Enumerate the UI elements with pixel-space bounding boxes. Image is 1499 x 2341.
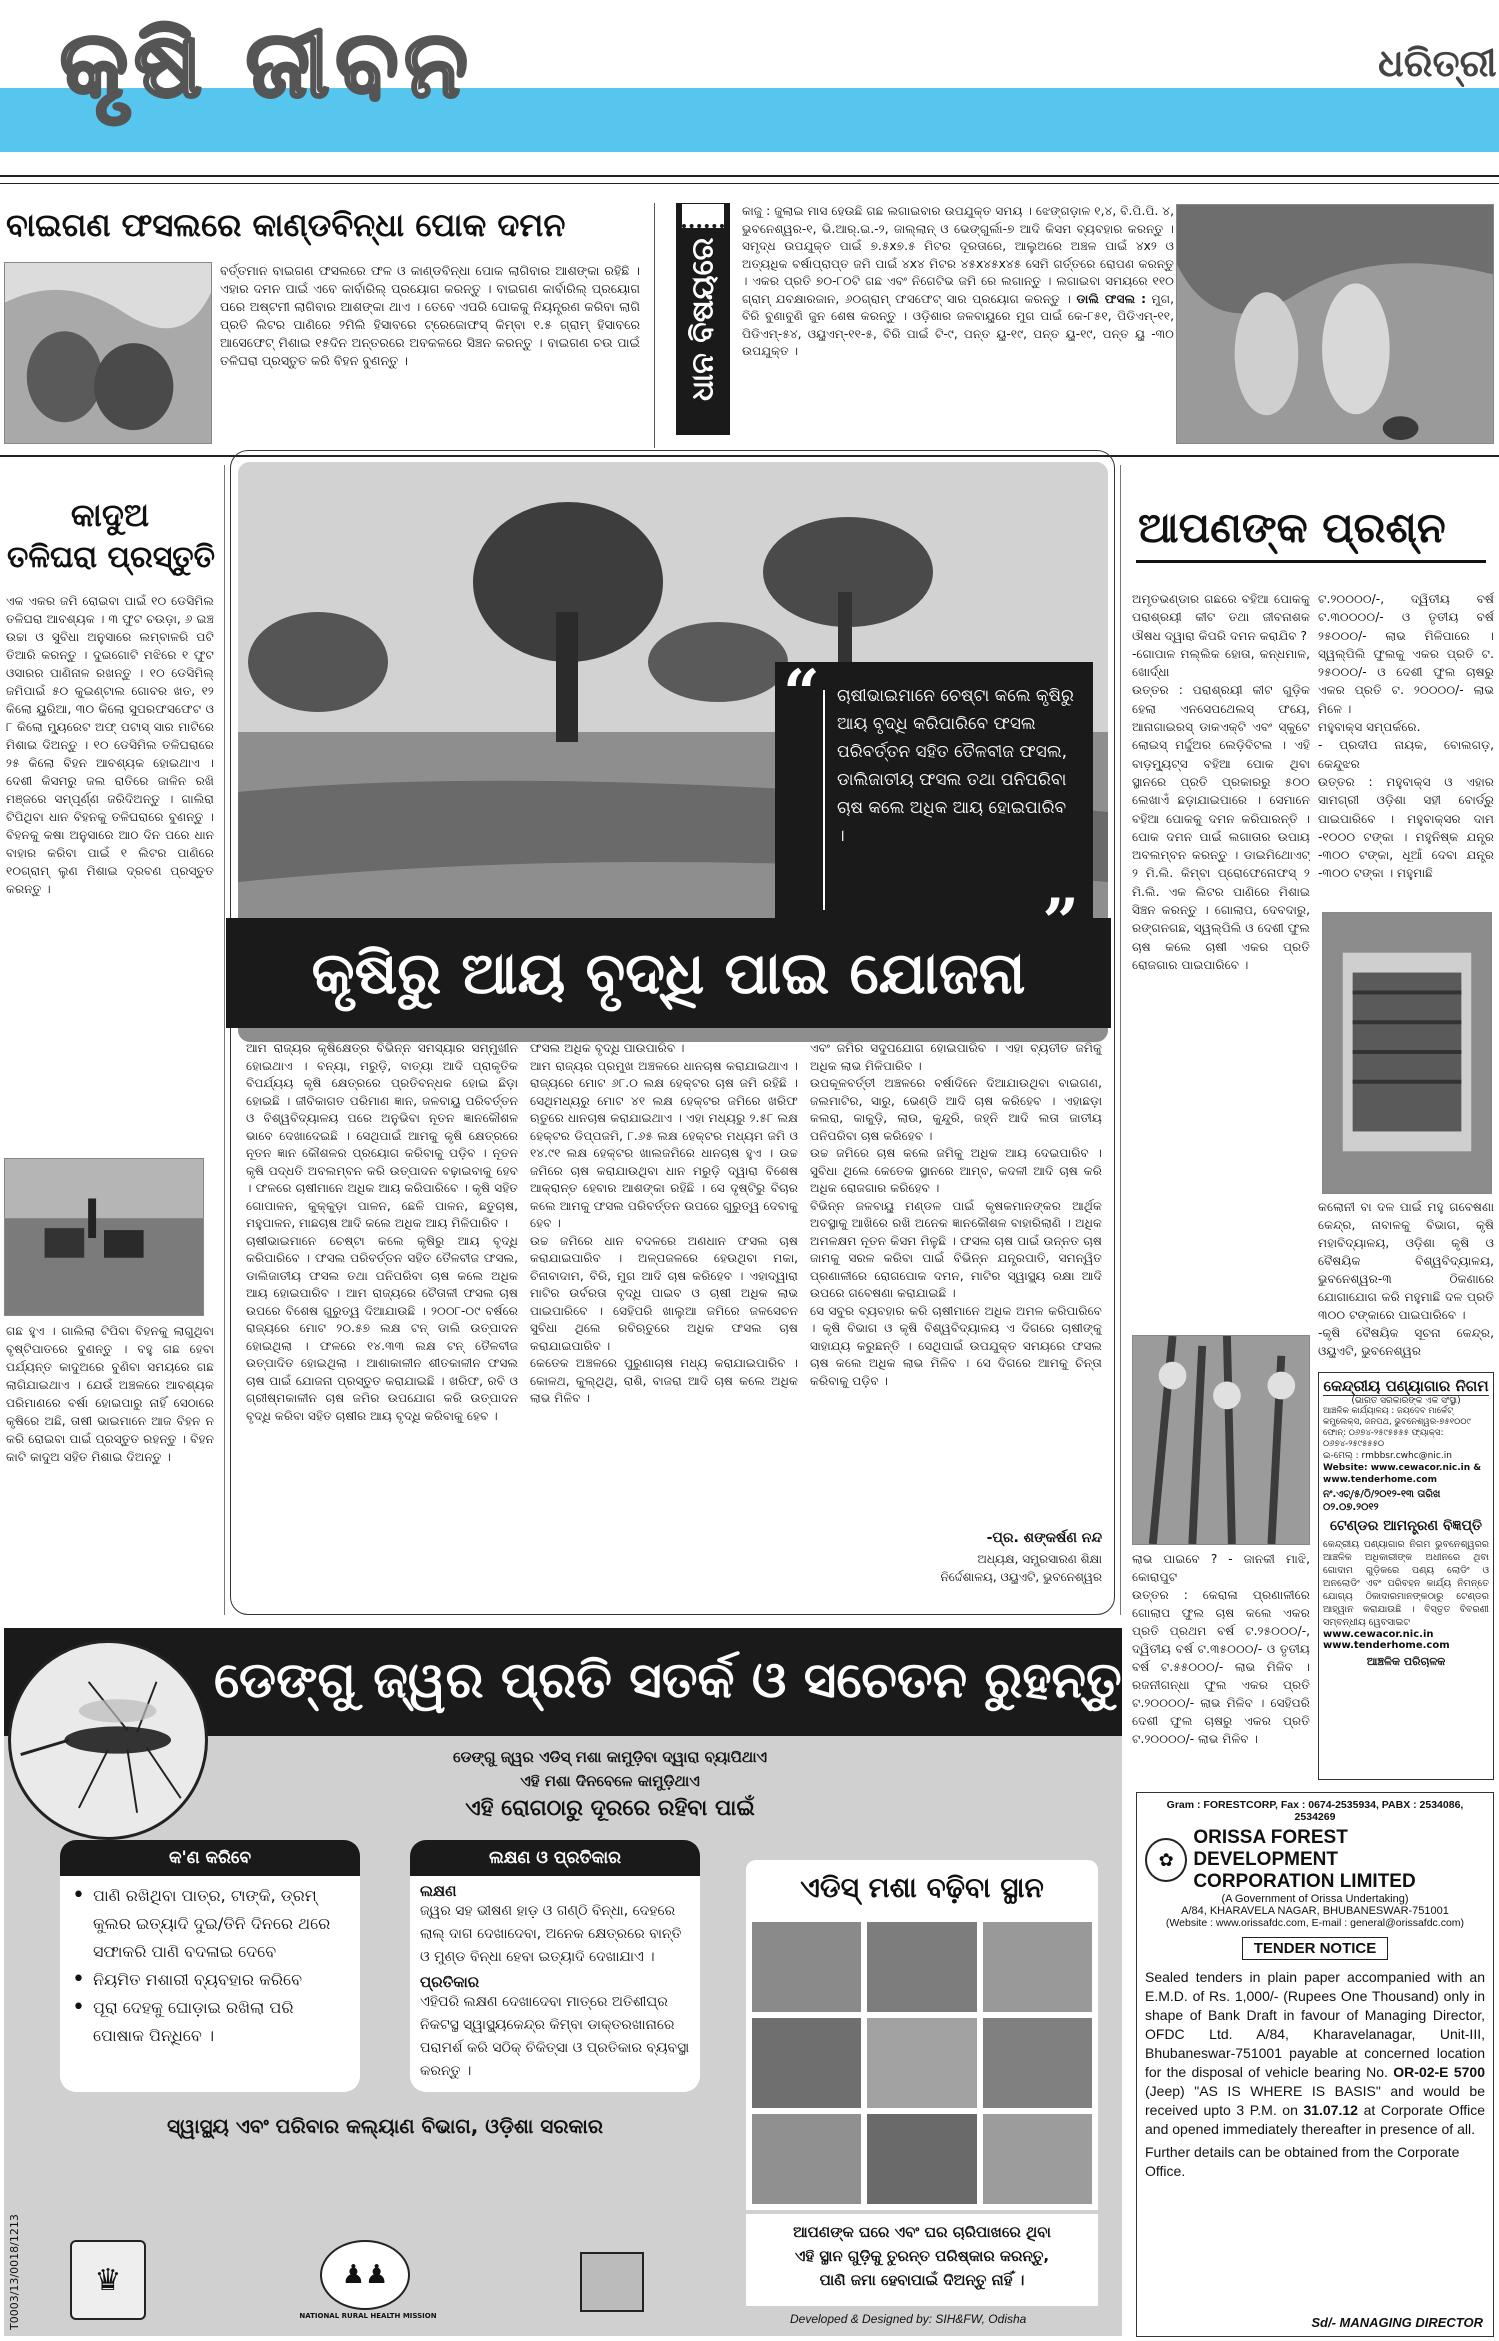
health-logo-icon [580, 2252, 644, 2312]
dengue-breed-title: ଏଡିସ୍ ମଶା ବଢ଼ିବା ସ୍ଥାନ [800, 1871, 1044, 1904]
ofdc-signature: Sd/- MANAGING DIRECTOR [1311, 2315, 1483, 2330]
ofdc-name-1: ORISSA FOREST DEVELOPMENT [1193, 1827, 1348, 1870]
qna-col-1: ଅମୃତଭଣ୍ଡାର ଗଛରେ ବହିଆ ପୋକକୁ ପରାଶ୍ରୟୀ କୀଟ ତଥା ଜୀବନାଶକ ଔଷଧ ଦ୍ୱାରା କିପରି ଦମନ କରାଯିବ ? -ଗୋପାଳ ମଲ୍ଲିକ ହୋତା, କନ୍ଧମାଳ, ଖୋର୍ଦ୍ଧା ଉତ୍ତର : ପରାଶ୍ରୟୀ କୀଟ ଗୁଡ଼ିକ ହେଲା ଏନସେପଥେଲସ୍ ଫୟେ, ଆନାଗାଇରସ୍ ଡାକଏକ୍ଟି ଏବଂ ସ୍କୁଟେ ଲୋଇସ୍ ମର୍ଦ୍ଦୁଅର ଲେଡ଼ିବିଟଲ । ଏହି ବାଡ଼ମ୍ୟୁଟ୍ସ ବହିଆ ପୋକ ଥିବା ସ୍ଥାନରେ ପ୍ରତି ପ୍ରକାରରୁ ୫୦୦ ଲେଖାଏଁ ଛଡ଼ାଯାଇପାରେ । ସେମାନେ ବହିଆ ପୋକକୁ ଦମନ କରିପାରନ୍ତି । ପୋକ ଦମନ ପାଇଁ ଲଗାତାର ଉପାୟ ଅବଲମ୍ବନ କରନ୍ତୁ । ଡାଇମିଥୋଏଟ୍ ୨ ମି.ଲି. କିମ୍ବା ପ୍ରୋଫେନୋଫସ୍ ୨ ମି.ଲି. ଏକ ଲିଟର ପାଣିରେ ମିଶାଇ ସିଞ୍ଚନ କରନ୍ତୁ । ଗୋଲାପ, ଦେବଦାରୁ, ରଙ୍ଗନଗଛ, ସ୍ୱଲ୍ପିଲି ଓ ଦେଶୀ ଫୁଲ ଚାଷ କଲେ ଚାଷୀ ଏକର ପ୍ରତି ରୋଜଗାର ପାଇପାରିବେ । [1132, 592, 1310, 972]
qna-col-2: ଟ.୨୦୦୦୦/-, ଦ୍ୱିତୀୟ ବର୍ଷ ଟ.୩୦୦୦୦/- ଓ ତୃତୀୟ ବର୍ଷ ୨୫୦୦୦/- ଲାଭ ମିଳିପାରେ । ସ୍ୱଲ୍ପିଲି ଫୁଲକୁ ଏକର ପ୍ରତି ଟ. ୨୫୦୦୦/- ଓ ଦେଶୀ ଫୁଲ ଚାଷରୁ ଏକର ପ୍ରତି ଟ. ୨୦୦୦୦/- ଲାଭ ମିଳେ । ମହୁବାକ୍ସ ସମ୍ପର୍କରେ. - ପ୍ରଦୀପ ନାୟକ, ବୋଲଗଡ଼, କେନ୍ଦୁଝର ଉତ୍ତର : ମହୁବାକ୍ସ ଓ ଏହାର ସାମଗ୍ରୀ ଓଡ଼ିଶା ସହୀ ବୋର୍ଡ୍ରୁ ପାଇପାରିବେ । ମହୁବାକ୍ସର ଦାମ -୧୦୦୦ ଟଙ୍କା । ମହୁନିଷ୍କ ଯନ୍ତ୍ର -୩୦୦ ଟଙ୍କା, ଧୂଆଁ ଦେବା ଯନ୍ତ୍ର -୩୦୦ ଟଙ୍କା । ମହୁମାଛି [1318, 592, 1494, 881]
cwc-web-link[interactable]: www.cewacor.nic.in [1323, 1629, 1434, 1640]
advice-text: କାଜୁ : ଜୁଲାଇ ମାସ ହେଉଛି ଗଛ ଲଗାଇବାର ଉପଯୁକ୍ତ ସମୟ । ଝେଙ୍ଗଡ଼ାଳ ୧,୪, ବି.ପି.ପି. ୪, ଭୁବନେଶ୍ୱର-୧, ଭି.ଆର୍.ଇ.-୨, ଜାଲ୍ଲାନ୍ ଓ ଭେଙ୍ଗୁର୍ଲା-୭ ଆଦି କିସମ ବ୍ୟବହାର କରନ୍ତୁ । ସମୃଦ୍ଧ ଉପଯୁକ୍ତ ପାଇଁ ୭.୫x୭.୫ ମିଟର ଦୂରତାରେ, ଆଲୁଅରେ ଅଞ୍ଚଳ ପାଇଁ ୪x୨ ଓ ଅତ୍ୟଧିକ ବର୍ଷାପ୍ରାପ୍ତ ଜମି ପାଇଁ ୪x୪ ମିଟର ୪୫x୪୫x୪୫ ସେମି ଗର୍ତ୍ତରେ ରୋପଣ କରନ୍ତୁ । ଏକର ପ୍ରତି ୭୦-୮୦ଟି ଗଛ ଏବଂ ନିଗେଟିଭ ଜମି ରେ ଲଗାନ୍ତୁ । ଲଗାଇବା ସମୟରେ ୧୧୦ ଗ୍ରାମ୍ ଯବକ୍ଷାରଜାନ, ୬୦ଗ୍ରାମ୍ ଫସଫେଟ୍ ସାର ପ୍ରୟୋଗ କରନ୍ତୁ । [742, 204, 1174, 306]
ofdc-name-2: CORPORATION LIMITED [1193, 1871, 1416, 1892]
dengue-line-3: ଏହି ରୋଗଠାରୁ ଦୂରରେ ରହିବା ପାଇଁ [465, 1796, 755, 1821]
dengue-credit: Developed & Designed by: SIH&FW, Odisha [790, 2312, 1027, 2326]
masthead-title: କୃଷି ଜୀବନ [60, 10, 474, 118]
odisha-emblem-icon: ♛ [70, 2240, 146, 2320]
author-title: ଅଧ୍ୟକ୍ଷ, ସମ୍ପ୍ରସାରଣ ଶିକ୍ଷା [977, 1552, 1102, 1566]
cwc-subtitle: (ଭାରତ ସରକାରଙ୍କ ଏକ ସଂସ୍ଥା) [1351, 1396, 1461, 1406]
dengue-breed-footer [746, 2214, 1098, 2306]
masthead-rule-thin [0, 183, 1499, 184]
nrhm-label: NATIONAL RURAL HEALTH MISSION [299, 2312, 437, 2320]
feature-headline-bar [226, 918, 1111, 1028]
brinjal-photo [4, 262, 212, 444]
dengue-breed-header [746, 1860, 1098, 1916]
qna-rule [1136, 560, 1486, 563]
breeding-photo [867, 1922, 976, 2012]
newspaper-brand: ଧରିତ୍ରୀ [1378, 40, 1497, 85]
cwc-website: Website: www.cewacor.nic.in & www.tenderhome.com [1323, 1463, 1482, 1485]
ofdc-logo-icon: ✿ [1145, 1838, 1187, 1882]
dengue-dept: ସ୍ୱାସ୍ଥ୍ୟ ଏବଂ ପରିବାର କଲ୍ୟାଣ ବିଭାଗ, ଓଡ଼ିଶା ସରକାର [166, 2114, 604, 2138]
cashew-photo [1176, 204, 1494, 444]
feature-headline: କୃଷିରୁ ଆୟ ବୃଦ୍ଧି ପାଇ ଯୋଜନା [311, 939, 1026, 1007]
breed-footer-1: ଆପଣଙ୍କ ଘରେ ଏବଂ ଘର ଚାରିପାଖରେ ଥିବା [793, 2223, 1051, 2241]
qna-col-2b: କଲୋନୀ ବା ଦଳ ପାଇଁ ମହୁ ଗବେଷଣା କେନ୍ଦ୍ର, ନାବାଳକୁ ବିଭାଗ, କୃଷି ମହାବିଦ୍ୟାଳୟ, ଓଡ଼ିଶା କୃଷି ଓ ବୈଷୟିକ ବିଶ୍ୱବିଦ୍ୟାଳୟ, ଭୁବନେଶ୍ୱର-୩ ଠିକଣାରେ ଯୋଗାଯୋଗ କରି ମହୁମାଛି ଦଳ ପ୍ରତି ୩୦୦ ଟଙ୍କାରେ ପାଇପାରିବେ । -କୃଷି ବୈଷୟିକ ସୂଚନା କେନ୍ଦ୍ର, ଓୟୁଏଟି, ଭୁବନେଶ୍ୱର [1318, 1200, 1494, 1358]
feature-col-1: ଆମ ରାଜ୍ୟର କୃଷିକ୍ଷେତ୍ର ବିଭିନ୍ନ ସମସ୍ୟାର ସମ୍ମୁଖୀନ ହୋଇଥାଏ । ବନ୍ୟା, ମରୁଡ଼ି, ବାତ୍ୟା ଆଦି ପ୍ରାକୃତିକ ବିପର୍ଯ୍ୟୟ କୃଷି କ୍ଷେତ୍ରରେ ପ୍ରତିବନ୍ଧକ ହୋଇ ଛିଡ଼ା ହୋଇଛି । ଜୀବିକାଗତ ପରିମାଣ ଜ୍ଞାନ, ଜଳବାୟୁ ପରିବର୍ତ୍ତନ ଓ ବିଶ୍ୱବିଦ୍ୟାଳୟ ପରେ ଅନୁଭିବା ନୂତନ ଜ୍ଞାନକୌଶଳ ଭାବେ ଦେଖାଦେଇଛି । ସେଥିପାଇଁ ଆମକୁ କୃଷି କ୍ଷେତ୍ରରେ ନୂତନ ଜ୍ଞାନ କୌଶଳର ପ୍ରୟୋଗ କରିବାକୁ ପଡ଼ିବ । ନୂତନ କୃଷି ପଦ୍ଧତି ଅବଲମ୍ବନ କରି ଉତ୍ପାଦନ ବଢ଼ାଇବାକୁ ହେବ । ଫଳରେ ଚାଷୀମାନେ ଅଧିକ ଆୟ କରିପାରିବେ । କୃଷି ସହିତ ଗୋପାଳନ, କୁକ୍କୁଡ଼ା ପାଳନ, ଛେଳି ପାଳନ, ଛତୁଚାଷ, ମହୁପାଳନ, ମାଛଚାଷ ଆଦି କଲେ ଅଧିକ ଆୟ ମିଳିପାରିବ । ଚାଷୀଭାଇମାନେ ଚେଷ୍ଟା କଲେ କୃଷିରୁ ଆୟ ବୃଦ୍ଧି କରିପାରିବେ । ଫସଲ ପରିବର୍ତ୍ତନ ସହିତ ତୈଳବୀଜ ଫସଲ, ଡାଲିଜାତୀୟ ଫସଲ ତଥା ପନିପରିବା ଚାଷ କଲେ ଅଧିକ ଆୟ ହୋଇପାରିବ । ଆମ ରାଜ୍ୟରେ ଚୈତାଳୀ ଫସଲ ଚାଷ ଉପରେ ବିଶେଷ ଗୁରୁତ୍ୱ ଦିଆଯାଉଛି । ୨୦୦୮-୦୯ ବର୍ଷରେ ରାଜ୍ୟରେ ମୋଟ ୨୦.୫୭ ଲକ୍ଷ ଟନ୍ ଡାଲି ଉତ୍ପାଦନ ହୋଇଥିଲା । ଫଳରେ ୧୪.୩୩ ଲକ୍ଷ ଟନ୍ ତୈଳବୀଜ ଉତ୍ପାଦିତ ହୋଇଥିଲା । ଆଶାକାଳୀନ ଶୀତକାଳୀନ ଫସଲ ଚାଷ ପାଇଁ ଯୋଜନା ପ୍ରସ୍ତୁତ କରାଯାଇଛି । ଖରିଫ, ରବି ଓ ଗ୍ରୀଷ୍ମକାଳୀନ ଚାଷ ଜମିର ଉପଯୋଗ କରି ଉତ୍ପାଦନ ବୃଦ୍ଧି କରିବା ସହିତ ଚାଷୀର ଆୟ ବୃଦ୍ଧି କରିବାକୁ ହେବ । [246, 1041, 518, 1423]
column-divider [1120, 465, 1121, 1615]
nursery-body-cont: ଗଛ ହୁଏ । ଗାଲିଲା ଟିପିବା ବିହନକୁ ଲାଗୁଥିବା ବୃଷ୍ଟିପାତରେ ବୁଣନ୍ତୁ । ବହୁ ଗଛ ହେବା ପର୍ଯ୍ୟନ୍ତ କାଦୁଅରେ ବୁଣିବା ସମୟରେ ଗଛ ଲାଗିଯାଇଥାଏ । ଯେଉଁ ଅଞ୍ଚଳରେ ଆବଶ୍ୟକ ପରିମାଣରେ ବର୍ଷା ହୋଇପାରୁ ନାହିଁ ସେଠାରେ କୃଷିରେ ଅଛି, ତାଷୀ ଭାଇମାନେ ଆଜ ବିହନ ନ କରି ରୋଇବା ପାଇଁ ପ୍ରସ୍ତୁତ ରହନ୍ତୁ । ବିହନ କାଟି କାଦୁଅ ସହିତ ମିଶାଇ ଦିଅନ୍ତୁ । [6, 1324, 214, 1464]
dengue-do-title: କ'ଣ କରିବେ [60, 1840, 360, 1876]
ofdc-notice-body [1145, 1968, 1485, 2139]
advice-label-block [676, 203, 730, 435]
cwc-web-link-2[interactable]: www.tenderhome.com [1323, 1640, 1450, 1651]
ofdc-body-2: (Jeep) "AS IS WHERE IS BASIS" and would be received upto 3 P.M. on [1145, 2083, 1485, 2118]
dengue-sym-text: ଜ୍ୱର ସହ ଭୀଷଣ ହାଡ଼ ଓ ଗଣ୍ଠି ବିନ୍ଧା, ଦେହରେ ଲାଲ୍ ଦାଗ ଦେଖାଦେବା, ଅନେକ କ୍ଷେତ୍ରରେ ବାନ୍ତି ଓ ମୁଣ୍ଡ ବିନ୍ଧା ହେବା ଇତ୍ୟାଦି ଦେଖାଯାଏ । [420, 1903, 682, 1965]
brinjal-headline: ବାଇଗଣ ଫସଲରେ କାଣ୍ଡବିନ୍ଧା ପୋକ ଦମନ [6, 206, 566, 244]
flower-photo [1132, 1335, 1310, 1545]
breed-footer-2: ଏହି ସ୍ଥାନ ଗୁଡ଼ିକୁ ତୁରନ୍ତ ପରିଷ୍କାର କରନ୍ତୁ, [794, 2247, 1050, 2265]
ofdc-website: (Website : www.orissafdc.com, E-mail : general@orissafdc.com) [1165, 1917, 1465, 1929]
breeding-photo [867, 2018, 976, 2108]
pull-quote: ଚାଷୀଭାଇମାନେ ଚେଷ୍ଟା କଲେ କୃଷିରୁ ଆୟ ବୃଦ୍ଧି କରିପାରିବେ ଫସଲ ପରିବର୍ତ୍ତନ ସହିତ ତୈଳବୀଜ ଫସଲ, ଡାଲିଜାତୀୟ ଫସଲ ତଥା ପନିପରିବା ଚାଷ କଲେ ଅଧିକ ଆୟ ହୋଇପାରିବ । [837, 686, 1074, 846]
cwc-title: କେନ୍ଦ୍ରୀୟ ପଣ୍ୟାଗାର ନିଗମ [1323, 1377, 1489, 1395]
cwc-address: ଆଞ୍ଚଳିକ କାର୍ଯ୍ୟାଳୟ : ଜୟଦେବ ମାର୍କେଟ୍ କମ୍ପ୍ଲେକ୍ସ, ଜନପଥ, ଭୁବନେଶ୍ୱର-୭୫୧୦୦୯ ଫୋନ୍: ୦୬୭୪-୨୫୯୫୫୫୫ ଫ୍ୟାକ୍ସ: ୦୬୭୪-୨୫୯୫୫୫୦ [1323, 1406, 1471, 1449]
author-name: -ପ୍ର. ଶଙ୍କର୍ଷଣ ନନ୍ଦ [986, 1530, 1102, 1546]
cwc-email: ଇ-ମେଲ୍ : rmbbsr.cwhc@nic.in [1323, 1451, 1452, 1461]
masthead-rule [0, 175, 1499, 177]
ofdc-notice-title: TENDER NOTICE [1242, 1937, 1388, 1960]
dengue-do-item: • ନିୟମିତ ମଶାରୀ ବ୍ୟବହାର କରିବେ [72, 1967, 302, 1992]
breed-footer-3: ପାଣି ଜମା ହେବାପାଇଁ ଦିଅନ୍ତୁ ନାହିଁ । [819, 2271, 1025, 2289]
breeding-photo [983, 1922, 1092, 2012]
breeding-photo [983, 2018, 1092, 2108]
pull-quote-box [775, 656, 1093, 930]
ofdc-body-1: Sealed tenders in plain paper accompanied with an E.M.D. of Rs. 1,000/- (Rupees One Thousand) only in shape of Bank Draft in favour of Managing Director, OFDC Ltd. A/84, Kharavelanagar, Unit-III, Bhubaneswar-751001 payable at concerned location for the disposal of vehicle bearing No. [1145, 1969, 1485, 2080]
cwc-body: କେନ୍ଦ୍ରୀୟ ପଣ୍ୟାଗାର ନିଗମ ଭୁବନେଶ୍ୱରର ଆଞ୍ଚଳିକ ଅଧିକାରୀଙ୍କ ଅଧୀନରେ ଥିବା ଗୋଦାମ ଗୁଡ଼ିକରେ ପଣ୍ୟ ଲୋଡିଂ ଓ ଅନଲୋଡିଂ ଏବଂ ପରିବହନ କାର୍ଯ୍ୟ ନିମନ୍ତେ ଯୋଗ୍ୟ ଠିକାଦାରମାନଙ୍କଠାରୁ ଟେଣ୍ଡର ଆହ୍ୱାନ କରାଯାଉଛି । ବିସ୍ତୃତ ବିବରଣୀ ସମ୍ବନ୍ଧୀୟ ୱେବସାଇଟ [1323, 1539, 1489, 1628]
nrhm-logo-icon: ♟♟ [320, 2240, 410, 2310]
breeding-photo-grid [746, 1916, 1098, 2210]
quote-line [823, 690, 825, 910]
dengue-do-item: • ପାଣି ରଖିଥିବା ପାତ୍ର, ଟାଙ୍କି, ଡ୍ରମ୍ କୁଲର ଇତ୍ୟାଦି ଦୁଇ/ତିନି ଦିନରେ ଥରେ ସଫାକରି ପାଣି ବଦଳାଇ ଦେବେ [72, 1883, 331, 1961]
dal-label: ଡାଲି ଫସଲ : [1076, 291, 1147, 306]
qna-col-1b: ଲାଭ ପାଇବେ ? - ଜାନକୀ ମାଝି, କୋରାପୁଟ ଉତ୍ତର : କେରାଳା ପ୍ରଣାଳୀରେ ଗୋଲାପ ଫୁଲ ଚାଷ କଲେ ଏକର ପ୍ରତି ପ୍ରଥମ ବର୍ଷ ଟ.୨୫୦୦୦/-, ଦ୍ୱିତୀୟ ବର୍ଷ ଟ.୩୫୦୦୦/- ଓ ତୃତୀୟ ବର୍ଷ ଟ.୫୫୦୦୦/- ଲାଭ ମିଳିବ । ରଜନୀଗନ୍ଧା ଫୁଲ ଏକର ପ୍ରତି ଟ.୨୦୦୦୦/- ଲାଭ ମିଳିବ । ସେହିପରି ଦେଶୀ ଫୁଲ ଚାଷରୁ ଏକର ପ୍ରତି ଟ.୨୦୦୦୦/- ଲାଭ ମିଳିବ । [1132, 1552, 1310, 1746]
advice-label: ଧାନ ବିଷୟରେ [685, 237, 721, 401]
breeding-photo [752, 2114, 861, 2204]
ofdc-body-3: at Corporate Office and opened immediately thereafter in presence of all. [1145, 2102, 1485, 2137]
nursery-body: ଏକ ଏକର ଜମି ରୋଇବା ପାଇଁ ୧୦ ଡେସିମିଲ ତଳିଘରା ଆବଶ୍ୟକ । ୩ ଫୁଟ ଚଉଡ଼ା, ୬ ଇଞ୍ଚ ଉଚ୍ଚା ଓ ସୁବିଧା ଅନୁସାରେ ଲମ୍ବାଳରି ପଟି ତିଆରି କରନ୍ତୁ । ଦୁଇଗୋଟି ମଝିରେ ୧ ଫୁଟ ଓସାରର ପାଣିନାଳ ରଖନ୍ତୁ । ୧୦ ଡେସିମିଲ୍ ଜମିପାଇଁ ୫୦ କୁଇଣ୍ଟାଲ ଗୋବର ଖତ, ୧୨ କିଲୋ ୟୁରିଆ, ୩୦ କିଲୋ ସୁପରଫସଫେଟ ଓ ୮ କିଲୋ ମ୍ୟୁରେଟ ଅଫ୍ ପଟାସ୍ ସାର ମାଟିରେ ମିଶାଇ ଦିଅନ୍ତୁ । ୧୦ ଡେସିମିଲ ତଳିଘରାରେ ୨୫ କିଲୋ ବିହନ ଆବଶ୍ୟକ ହୋଇଥାଏ । ଦେଶୀ କିସମରୁ ଜଲ ରାତିରେ ଜାଳିନ ରଖି ମଞ୍ଜରେ ସମ୍ପୂର୍ଣ୍ଣ ଜରିଦିଅନ୍ତୁ । ଗାଲିରା ଟିପିଥିବା ଧାନ ବିହନକୁ ତଳିଘରାରେ ବୁଣନ୍ତୁ । ବିହନକୁ କଷା ଅନୁସାରେ ଆଠ ଦିନ ପରେ ଧାନ ବାହାର କରିବା ପାଇଁ ୧ ଲିଟର ପାଣିରେ ୧୦ଗ୍ରାମ୍ ଲୁଣ ମିଶାଇ ଦ୍ରବଣ ପ୍ରସ୍ତୁତ କରନ୍ତୁ । [6, 594, 214, 896]
author-org: ନିର୍ଦ୍ଦେଶାଳୟ, ଓୟୁଏଟି, ଭୁବନେଶ୍ୱର [940, 1570, 1102, 1584]
qna-headline: ଆପଣଙ୍କ ପ୍ରଶ୍ନ [1138, 503, 1446, 552]
cwc-footer: ଆଞ୍ଚଳିକ ପରିଚାଳକ [1366, 1655, 1446, 1668]
ofdc-govt: (A Government of Orissa Undertaking) [1221, 1893, 1409, 1905]
breeding-photo [752, 1922, 861, 2012]
ofdc-contact: Gram : FORESTCORP, Fax : 0674-2535934, PABX : 2534086, 2534269 [1166, 1799, 1464, 1823]
dengue-line-2: ଏହି ମଶା ଦିନବେଳେ କାମୁଡ଼ିଥାଏ [520, 1772, 700, 1790]
column-divider [654, 203, 655, 448]
dal-text: ମୁଗ, ବିରି ବୁଣାବୁଣି ଜୁନ ଶେଷ କରନ୍ତୁ । ଓଡ଼ିଶାର ଜଳବାୟୁରେ ମୁଗ ପାଇଁ କେ-୮୫୧, ପିଡିଏମ୍-୧୧, ପିଡିଏମ୍-୫୪, ଓୟୁଏମ୍-୧୧-୫, ବିରି ପାଇଁ ଟି-୯, ପନ୍ତ ୟୁ-୧୯, ପନ୍ତ ୟୁ-୧୯, ପନ୍ତ ୟୁ -୩୦ ଉପଯୁକ୍ତ । [742, 291, 1175, 358]
breeding-photo [752, 2018, 861, 2108]
cwc-reference: ନଂ.ଏଚ୍/୫/ଠି/୨୦୧୨-୧୩ ତାରିଖ ୦୨.୦୭.୨୦୧୨ [1323, 1489, 1441, 1513]
open-quote-icon: “ [783, 656, 820, 731]
dengue-line-1: ଡେଙ୍ଗୁ ଜ୍ୱର ଏଡିସ୍ ମଶା କାମୁଡ଼ିବା ଦ୍ୱାରା ବ୍ୟାପିଥାଏ [452, 1748, 768, 1766]
cwc-tender-notice [1318, 1372, 1494, 1780]
feature-col-2: ଫସଲ ଅଧିକ ବୃଦ୍ଧି ପାଉପାରିବ । ଆମ ରାଜ୍ୟର ପ୍ରମୁଖ ଅଞ୍ଚଳରେ ଧାନଚାଷ କରାଯାଇଥାଏ । ରାଜ୍ୟରେ ମୋଟ ୬୮.୦ ଲକ୍ଷ ହେକ୍ଟର ଚାଷ ଜମି ରହିଛି । ସେଥିମଧ୍ୟରୁ ମୋଟ ୪୧ ଲକ୍ଷ ହେକ୍ଟର ଜମିରେ ଖରିଫ ଋତୁରେ ଧାନଚାଷ କରାଯାଇଥାଏ । ଏହା ମଧ୍ୟରୁ ୨.୫୮ ଲକ୍ଷ ହେକ୍ଟର ଡିପ୍ପଜମି, ୮.୬୫ ଲକ୍ଷ ହେକ୍ଟର ମଧ୍ୟମ ଜମି ଓ ୧୪.୯୧ ଲକ୍ଷ ହେକ୍ଟର ଖାଲଜମିରେ ଧାନଚାଷ ହୁଏ । ଉଚ୍ଚ ଜମିରେ ଚାଷ କରାଯାଉଥିବା ଧାନ ମରୁଡ଼ି ଦ୍ୱାରା ବିଶେଷ ଆକ୍ରାନ୍ତ ହେବାର ଆଶଙ୍କା ରହିଛି । ସେ ଦୃଷ୍ଟିରୁ ବିଚାର କଲେ ଆମକୁ ଫସଲ ପରିବର୍ତ୍ତନ ଉପରେ ଗୁରୁତ୍ୱ ଦେବାକୁ ହେବ । ଉଚ୍ଚ ଜମିରେ ଧାନ ବଦଳରେ ଅଣଧାନ ଫସଲ ଚାଷ କରାଯାଇପାରିବ । ଅଳ୍ପଜଳରେ ହେଉଥିବା ମକା, ଚିନାବାଦାମ, ବିରି, ମୁଗ ଆଦି ଚାଷ କରିହେବ । ଏହାଦ୍ୱାରା ମାଟିର ଉର୍ବରତା ବୃଦ୍ଧି ପାଇବ ଓ ଚାଷୀ ଅଧିକ ଲାଭ ପାଇପାରିବେ । ସେହିପରି ଖାଲୁଆ ଜମିରେ ଜଳସେଚନ ସୁବିଧା ଥିଲେ ରବିଋତୁରେ ଅଧିକ ଫସଲ ଚାଷ କରାଯାଇପାରିବ । କେତେକ ଅଞ୍ଚଳରେ ପୁରୁଣାଚାଷ ମଧ୍ୟ କରାଯାଇପାରିବ । କୋଳଥ, କୁଲ୍ଥିଥି, ରାଶି, ବାଜରା ଆଦି ଚାଷ କଲେ ଅଧିକ ଲାଭ ମିଳିବ । [530, 1041, 798, 1405]
ofdc-address: A/84, KHARAVELA NAGAR, BHUBANESWAR-751001 [1181, 1905, 1449, 1917]
dengue-sym-title: ଲକ୍ଷଣ ଓ ପ୍ରତିକାର [410, 1840, 700, 1876]
dengue-sym-label: ଲକ୍ଷଣ [420, 1882, 457, 1900]
dengue-cure-text: ଏହିପରି ଲକ୍ଷଣ ଦେଖାଦେବା ମାତ୍ରେ ଅତିଶୀଘ୍ର ନିକଟସ୍ଥ ସ୍ୱାସ୍ଥ୍ୟକେନ୍ଦ୍ର କିମ୍ବା ଡାକ୍ତରଖାନାରେ ପରାମର୍ଶ କରି ସଠିକ୍ ଚିକିତ୍ସା ଓ ପ୍ରତିକାର ବ୍ୟବସ୍ଥା କରନ୍ତୁ । [420, 1994, 690, 2079]
dengue-do-box [60, 1840, 360, 2092]
ofdc-body-4: Further details can be obtained from the Corporate Office. [1145, 2144, 1460, 2179]
brinjal-body: ବର୍ତ୍ତମାନ ବାଇଗଣ ଫସଲରେ ଫଳ ଓ କାଣ୍ଡବିନ୍ଧା ପୋକ ଲାଗିବାର ଆଶଙ୍କା ରହିଛି । ଏହାର ଦମନ ପାଇଁ ଏବେ କାର୍ବାରିଲ୍ ପ୍ରୟୋଗ କରନ୍ତୁ । ବାଇଗଣ କାର୍ବାରିଲ୍ ପ୍ରୟୋଗ ପରେ ଅଷ୍ଟମୀ ଲାଗିବାର ଆଶଙ୍କା ଥାଏ । ତେବେ ଏପରି ପୋକକୁ ନିୟନ୍ତ୍ରଣ କରିବା ଲାଗି ପ୍ରତି ଲିଟର ପାଣିରେ ୨ମିଲି ହିସାବରେ ଟ୍ରେଜୋଫସ୍ କିମ୍ବା ୧.୫ ଗ୍ରାମ୍ ହିସାବରେ ଆସେଫେଟ୍ ମିଶାଇ ୧୫ଦିନ ଅନ୍ତରରେ ଅବକଳରେ ସିଞ୍ଚନ କରନ୍ତୁ । ବାଇଗଣ ଚଉ ପାଇଁ ତଳିଘରା ପ୍ରସ୍ତୁତ କରି ବିହନ ବୁଣନ୍ତୁ । [220, 263, 640, 368]
breeding-photo [983, 2114, 1092, 2204]
ofdc-vehicle: OR-02-E 5700 [1393, 2064, 1485, 2080]
feature-col-3: ଏବଂ ଜମିର ସଦୁପଯୋଗ ହୋଇପାରିବ । ଏହା ବ୍ୟତୀତ ଜମିକୁ ଅଧିକ ଲାଭ ମିଳିପାରିବ । ଉପକୂଳବର୍ତ୍ତୀ ଅଞ୍ଚଳରେ ବର୍ଷାଦିନେ ଦିଆଯାଉଥିବା ବାଇଗଣ, ଜଲମାଟିର, ସାରୁ, ଭେଣ୍ଡି ଆଦି ଚାଷ କରିହେବ । ଏହାଛଡ଼ା କଲରା, କାକୁଡ଼ି, ଲାଉ, କୁନ୍ଦୁରି, ଜହ୍ନି ଆଦି ଲତା ଜାତୀୟ ପନିପରିବା ଚାଷ କରିହେବ । ଉଚ୍ଚ ଜମିରେ ଚାଷ କଲେ ଜମିକୁ ଅଧିକ ଆୟ ଦେଇପାରିବ । ସୁବିଧା ଥିଲେ କେତେକ ସ୍ଥାନରେ ଆମ୍ବ, କଦଳୀ ଆଦି ଚାଷ କରି ଅଧିକ ରୋଜଗାର କରିହେବ । ବିଭିନ୍ନ ଜଳବାୟୁ ମଣ୍ଡଳ ପାଇଁ କୃଷକମାନଙ୍କର ଆର୍ଥିକ ଅବସ୍ଥାକୁ ଆଖିରେ ରଖି ଅନେକ ଜ୍ଞାନକୌଶଳ ବାହାରିଲାଣି । ଅଧିକ ଅମଳକ୍ଷମ ନୂତନ କିସମ ମିଳୁଛି । ଫସଲ ଚାଷ ପାଇଁ ଉନ୍ନତ ଚାଷ ଜାମକୁ ସରଳ କରିବା ପାଇଁ ବିଭିନ୍ନ ଯନ୍ତ୍ରପାତି, ସମନ୍ୱିତ ପ୍ରଣାଳୀରେ ରୋଗପୋକ ଦମନ, ମାଟିର ସ୍ୱାସ୍ଥ୍ୟ ରକ୍ଷା ଆଦି ଉପରେ ଗବେଷଣା କରାଯାଇଛି । ସେ ସବୁର ବ୍ୟବହାର କରି ଚାଷୀମାନେ ଅଧିକ ଅମଳ କରିପାରିବେ । କୃଷି ବିଭାଗ ଓ କୃଷି ବିଶ୍ୱବିଦ୍ୟାଳୟ ଏ ଦିଗରେ ଚାଷୀଙ୍କୁ ସାହାଯ୍ୟ କରୁଛନ୍ତି । ସେଥିପାଇଁ ଉପଯୁକ୍ତ ସମୟରେ ଫସଲ ଚାଷ କଲେ ଅଧିକ ଲାଭ ମିଳିବ । ସେ ଦିଗରେ ଆମକୁ ଚିନ୍ତା କରିବାକୁ ପଡ଼ିବ । [810, 1041, 1102, 1388]
mosquito-image [8, 1640, 208, 1840]
ad-code: T0003/13/0018/1213 [8, 2214, 21, 2330]
dengue-symptoms-box [410, 1840, 700, 2092]
beehive-photo [1322, 912, 1492, 1194]
dengue-do-item: • ପୂରା ଦେହକୁ ଘୋଡ଼ାଇ ରଖିଲା ପରି ପୋଷାକ ପିନ୍ଧିବେ । [72, 1995, 294, 2045]
dengue-headline: ଡେଙ୍ଗୁ ଜ୍ୱର ପ୍ରତି ସତର୍କ ଓ ସଚେତନ ରୁହନ୍ତୁ [214, 1650, 1122, 1709]
nursery-headline-1: କାଦୁଅ [70, 496, 150, 534]
advice-body [742, 203, 1174, 361]
ofdc-tender-notice [1136, 1792, 1494, 2337]
ploughing-photo [4, 1158, 204, 1316]
cwc-heading: ଟେଣ୍ଡର ଆମନ୍ତ୍ରଣ ବିଜ୍ଞପ୍ତି [1330, 1518, 1482, 1534]
dengue-cure-label: ପ୍ରତିକାର [420, 1973, 480, 1991]
nursery-headline-2: ତଳିଘରା ପ୍ରସ୍ତୁତି [6, 540, 216, 575]
column-divider [224, 465, 225, 1615]
advice-label-dots [682, 204, 724, 228]
ofdc-date: 31.07.12 [1303, 2102, 1358, 2118]
breeding-photo [867, 2114, 976, 2204]
